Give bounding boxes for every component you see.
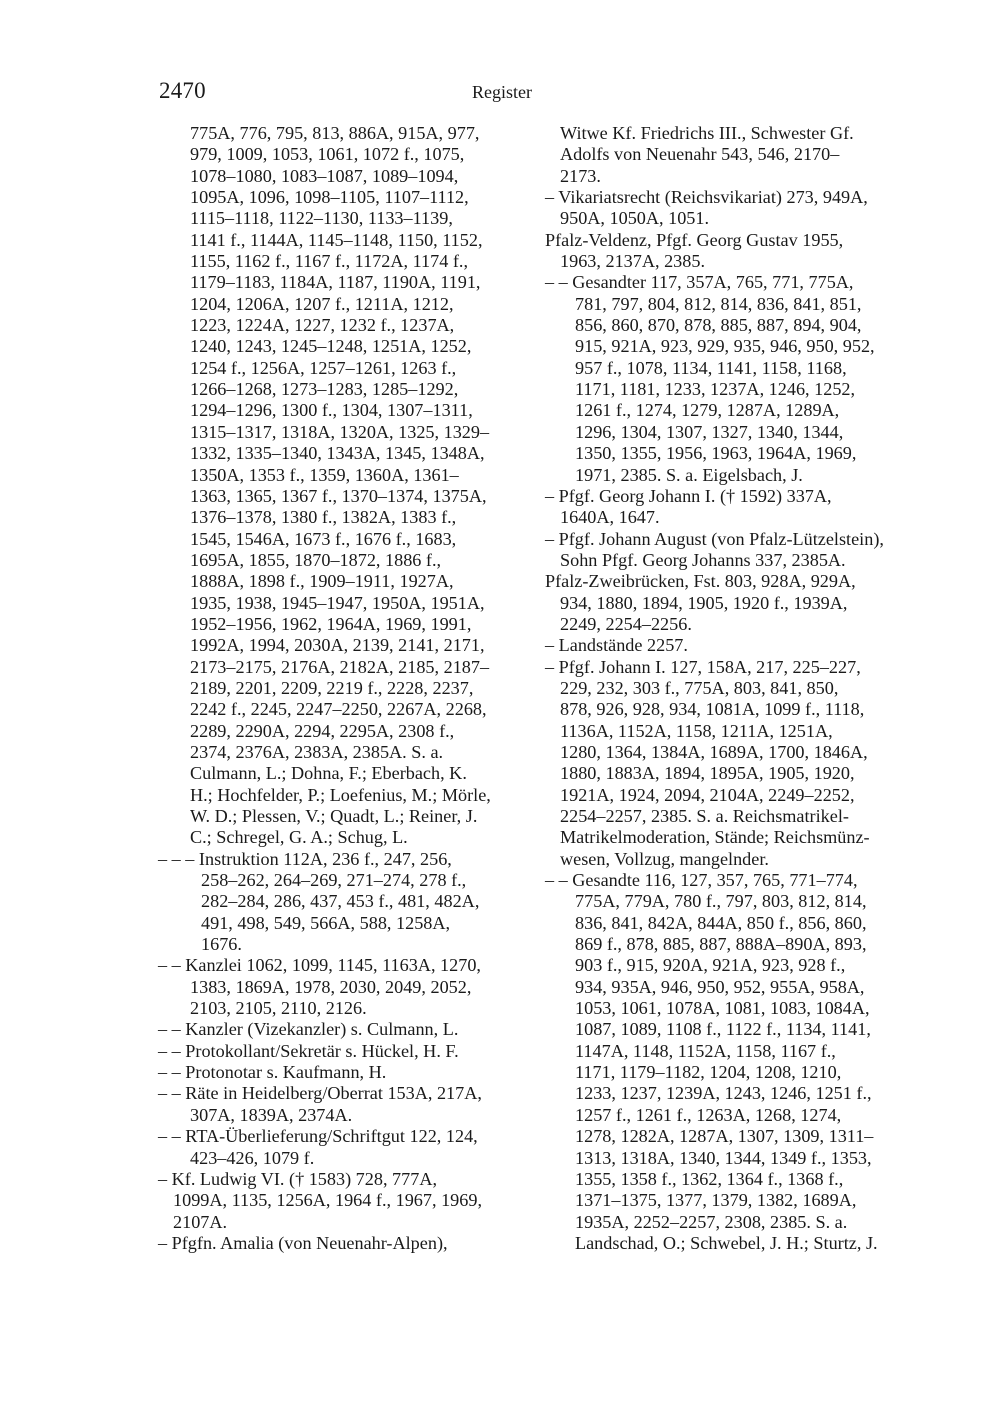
index-line: 1376–1378, 1380 f., 1382A, 1383 f., — [190, 507, 457, 528]
index-line: 1095A, 1096, 1098–1105, 1107–1112, — [190, 187, 469, 208]
index-column-left — [158, 123, 530, 1254]
index-line: 2103, 2105, 2110, 2126. — [190, 998, 367, 1019]
index-line: Culmann, L.; Dohna, F.; Eberbach, K. — [190, 763, 467, 784]
index-line: – Pfgfn. Amalia (von Neuenahr-Alpen), — [158, 1232, 448, 1253]
index-line: 1383, 1869A, 1978, 2030, 2049, 2052, — [190, 976, 472, 997]
index-line: – – Gesandter 117, 357A, 765, 771, 775A, — [545, 272, 854, 293]
index-line: 1087, 1089, 1108 f., 1122 f., 1134, 1141, — [575, 1019, 871, 1040]
index-line: Adolfs von Neuenahr 543, 546, 2170– — [560, 144, 840, 165]
index-line: 1240, 1243, 1245–1248, 1251A, 1252, — [190, 336, 472, 357]
index-line: 1640A, 1647. — [560, 507, 660, 528]
index-line: 2254–2257, 2385. S. a. Reichsmatrikel- — [560, 806, 849, 826]
index-line: – – Protonotar s. Kaufmann, H. — [158, 1062, 387, 1083]
index-line: 1053, 1061, 1078A, 1081, 1083, 1084A, — [575, 998, 870, 1019]
index-line: 258–262, 264–269, 271–274, 278 f., — [201, 870, 467, 891]
index-line: – – Protokollant/Sekretär s. Hückel, H. F. — [158, 1040, 459, 1061]
index-line: 1294–1296, 1300 f., 1304, 1307–1311, — [190, 400, 473, 421]
index-line: 1233, 1237, 1239A, 1243, 1246, 1251 f., — [575, 1083, 872, 1104]
index-line: 1204, 1206A, 1207 f., 1211A, 1212, — [190, 293, 454, 314]
page-number: 2470 — [159, 78, 206, 103]
index-line: Witwe Kf. Friedrichs III., Schwester Gf. — [560, 123, 854, 143]
index-line: 1171, 1181, 1233, 1237A, 1246, 1252, — [575, 379, 856, 400]
index-line: – – Räte in Heidelberg/Oberrat 153A, 217A, — [158, 1083, 482, 1104]
index-line: Landschad, O.; Schwebel, J. H.; Sturtz, J. — [575, 1232, 878, 1253]
index-line: 957 f., 1078, 1134, 1141, 1158, 1168, — [575, 357, 847, 378]
index-line: 1935A, 2252–2257, 2308, 2385. S. a. — [575, 1211, 848, 1232]
index-line: – Kf. Ludwig VI. († 1583) 728, 777A, — [158, 1168, 438, 1189]
index-line: 1296, 1304, 1307, 1327, 1340, 1344, — [575, 421, 844, 442]
index-line: 1888A, 1898 f., 1909–1911, 1927A, — [190, 571, 454, 592]
index-line: 2173–2175, 2176A, 2182A, 2185, 2187– — [190, 656, 490, 677]
index-line: 836, 841, 842A, 844A, 850 f., 856, 860, — [575, 912, 867, 933]
index-line: 2289, 2290A, 2294, 2295A, 2308 f., — [190, 720, 455, 741]
index-line: 2107A. — [173, 1211, 228, 1232]
index-line: 1078–1080, 1083–1087, 1089–1094, — [190, 165, 459, 186]
index-line: 781, 797, 804, 812, 814, 836, 841, 851, — [575, 293, 862, 314]
index-line: H.; Hochfelder, P.; Loefenius, M.; Mörle, — [190, 784, 491, 805]
index-line: 903 f., 915, 920A, 921A, 923, 928 f., — [575, 955, 846, 976]
index-line: 1545, 1546A, 1673 f., 1676 f., 1683, — [190, 528, 457, 549]
index-line: 1254 f., 1256A, 1257–1261, 1263 f., — [190, 357, 457, 378]
index-line: W. D.; Plessen, V.; Quadt, L.; Reiner, J. — [190, 806, 478, 826]
index-line: 1261 f., 1274, 1279, 1287A, 1289A, — [575, 400, 840, 421]
index-line: 423–426, 1079 f. — [190, 1147, 315, 1168]
index-line: 1257 f., 1261 f., 1263A, 1268, 1274, — [575, 1104, 842, 1125]
index-line: 934, 935A, 946, 950, 952, 955A, 958A, — [575, 976, 865, 997]
index-line: 2173. — [560, 165, 601, 186]
index-line: 1136A, 1152A, 1158, 1211A, 1251A, — [560, 720, 833, 741]
index-line: 1350A, 1353 f., 1359, 1360A, 1361– — [190, 464, 459, 485]
index-line: 1266–1268, 1273–1283, 1285–1292, — [190, 379, 459, 400]
index-line: 1315–1317, 1318A, 1320A, 1325, 1329– — [190, 421, 490, 442]
index-line: 915, 921A, 923, 929, 935, 946, 950, 952, — [575, 336, 875, 357]
index-line: wesen, Vollzug, mangelnder. — [560, 848, 769, 869]
index-line: 2249, 2254–2256. — [560, 613, 692, 634]
index-line: – Pfgf. Johann I. 127, 158A, 217, 225–227, — [545, 656, 861, 677]
index-line: – – Kanzlei 1062, 1099, 1145, 1163A, 1270, — [158, 955, 481, 976]
index-line: 1371–1375, 1377, 1379, 1382, 1689A, — [575, 1190, 857, 1211]
index-line: C.; Schregel, G. A.; Schug, L. — [190, 827, 408, 848]
index-line: – – Kanzler (Vizekanzler) s. Culmann, L. — [158, 1019, 459, 1040]
index-line: 934, 1880, 1894, 1905, 1920 f., 1939A, — [560, 592, 848, 613]
index-line: 1676. — [201, 934, 242, 955]
running-head: Register — [472, 82, 532, 102]
index-line: 307A, 1839A, 2374A. — [190, 1104, 353, 1125]
index-column-right — [545, 123, 917, 1254]
index-line: 1880, 1883A, 1894, 1895A, 1905, 1920, — [560, 763, 855, 784]
index-line: 1971, 2385. S. a. Eigelsbach, J. — [575, 464, 803, 485]
index-line: Matrikelmoderation, Stände; Reichsmünz- — [560, 827, 870, 848]
index-line: 1695A, 1855, 1870–1872, 1886 f., — [190, 549, 442, 570]
index-line: – Vikariatsrecht (Reichsvikariat) 273, 949A, — [545, 187, 868, 208]
index-line: 2242 f., 2245, 2247–2250, 2267A, 2268, — [190, 699, 487, 720]
index-line: 775A, 776, 795, 813, 886A, 915A, 977, — [190, 123, 480, 143]
index-line: 2189, 2201, 2209, 2219 f., 2228, 2237, — [190, 677, 474, 698]
index-line: 979, 1009, 1053, 1061, 1072 f., 1075, — [190, 144, 465, 165]
index-line: 869 f., 878, 885, 887, 888A–890A, 893, — [575, 934, 867, 955]
index-line: 1332, 1335–1340, 1343A, 1345, 1348A, — [190, 443, 485, 464]
index-line: 775A, 779A, 780 f., 797, 803, 812, 814, — [575, 891, 867, 912]
index-line: 1313, 1318A, 1340, 1344, 1349 f., 1353, — [575, 1147, 872, 1168]
index-line: 1992A, 1994, 2030A, 2139, 2141, 2171, — [190, 635, 485, 656]
index-line: 1921A, 1924, 2094, 2104A, 2249–2252, — [560, 784, 855, 805]
index-line: – Pfgf. Georg Johann I. († 1592) 337A, — [545, 485, 832, 506]
index-line: 950A, 1050A, 1051. — [560, 208, 710, 229]
index-line: 1355, 1358 f., 1362, 1364 f., 1368 f., — [575, 1168, 844, 1189]
index-line: 1099A, 1135, 1256A, 1964 f., 1967, 1969, — [173, 1190, 483, 1211]
index-line: 1155, 1162 f., 1167 f., 1172A, 1174 f., — [190, 251, 469, 272]
index-line: 1141 f., 1144A, 1145–1148, 1150, 1152, — [190, 229, 483, 250]
index-line: – Pfgf. Johann August (von Pfalz-Lützelstein), — [545, 528, 884, 549]
index-line: 856, 860, 870, 878, 885, 887, 894, 904, — [575, 315, 862, 336]
index-line: 2374, 2376A, 2383A, 2385A. S. a. — [190, 741, 444, 762]
index-line: 1363, 1365, 1367 f., 1370–1374, 1375A, — [190, 485, 487, 506]
index-line: – – RTA-Überlieferung/Schriftgut 122, 124, — [158, 1126, 478, 1147]
index-line: 282–284, 286, 437, 453 f., 481, 482A, — [201, 891, 480, 912]
index-line: Pfalz-Veldenz, Pfgf. Georg Gustav 1955, — [545, 229, 844, 250]
index-line: 229, 232, 303 f., 775A, 803, 841, 850, — [560, 677, 839, 698]
index-line: – Landstände 2257. — [545, 635, 688, 656]
index-line: 1147A, 1148, 1152A, 1158, 1167 f., — [575, 1040, 836, 1061]
index-line: 1280, 1364, 1384A, 1689A, 1700, 1846A, — [560, 741, 868, 762]
index-line: 1935, 1938, 1945–1947, 1950A, 1951A, — [190, 592, 485, 613]
index-line: 1963, 2137A, 2385. — [560, 251, 705, 272]
index-line: 1179–1183, 1184A, 1187, 1190A, 1191, — [190, 272, 481, 293]
index-line: Sohn Pfgf. Georg Johanns 337, 2385A. — [560, 549, 846, 570]
index-line: 491, 498, 549, 566A, 588, 1258A, — [201, 912, 451, 933]
index-line: 1115–1118, 1122–1130, 1133–1139, — [190, 208, 453, 229]
index-line: 1952–1956, 1962, 1964A, 1969, 1991, — [190, 613, 472, 634]
index-line: 1223, 1224A, 1227, 1232 f., 1237A, — [190, 315, 455, 336]
index-line: – – – Instruktion 112A, 236 f., 247, 256, — [158, 848, 452, 869]
index-line: 1278, 1282A, 1287A, 1307, 1309, 1311– — [575, 1126, 874, 1147]
index-line: 1350, 1355, 1956, 1963, 1964A, 1969, — [575, 443, 857, 464]
index-line: – – Gesandte 116, 127, 357, 765, 771–774, — [545, 870, 858, 891]
index-line: Pfalz-Zweibrücken, Fst. 803, 928A, 929A, — [545, 571, 856, 592]
index-line: 1171, 1179–1182, 1204, 1208, 1210, — [575, 1062, 842, 1083]
index-line: 878, 926, 928, 934, 1081A, 1099 f., 1118, — [560, 699, 865, 720]
